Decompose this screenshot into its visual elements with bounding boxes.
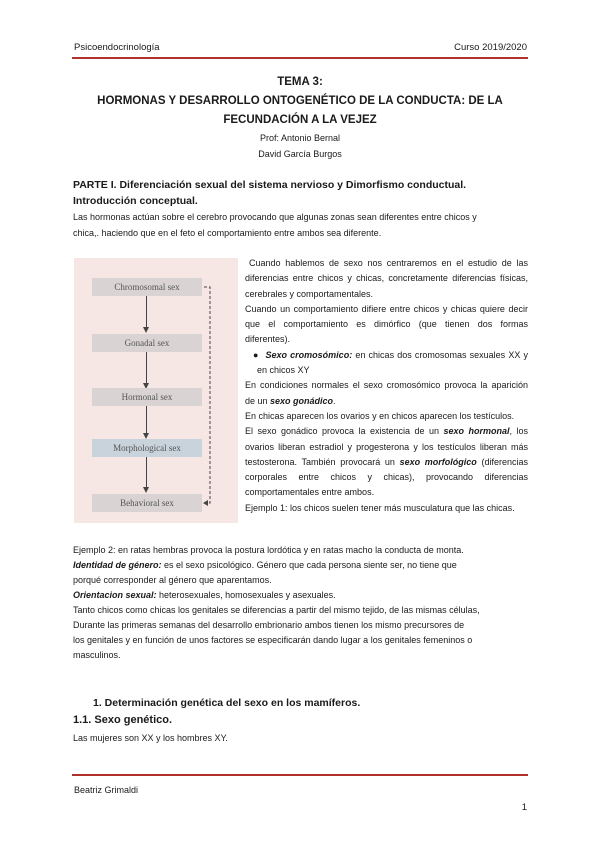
text-span: , los ovarios liberan estradiol y progesterona y los testículos liberan más testosterona. También provocará un xyxy=(245,426,528,467)
professor-2: David García Burgos xyxy=(258,149,342,159)
term-hormonal-sex: sexo hormonal xyxy=(443,426,510,437)
gender-identity-line1 xyxy=(73,558,457,573)
paragraph-gonadal xyxy=(245,378,528,409)
diagram-dashed-feedback xyxy=(74,258,238,523)
doc-title-line1: TEMA 3: xyxy=(277,76,323,88)
genitals-line3: los genitales y en función de unos factores se especificarán dando lugar a los genitales femeninos o xyxy=(73,635,473,645)
genitals-line1: Tanto chicos como chicas los genitales se diferencias a partir del mismo tejido, de las mismas células, xyxy=(73,605,480,615)
part1-heading: PARTE I. Diferenciación sexual del sistema nervioso y Dimorfismo conductual. xyxy=(73,179,467,191)
term-sexual-orientation: Orientacion sexual: xyxy=(73,590,157,600)
paragraph-example1: Ejemplo 1: los chicos suelen tener más musculatura que las chicas. xyxy=(245,502,515,513)
paragraph-ovaries: En chicas aparecen los ovarios y en chicos aparecen los testículos. xyxy=(245,410,515,421)
right-column-text xyxy=(245,256,528,516)
header-course-name: Psicoendocrinología xyxy=(74,42,160,53)
intro-line2: chica,. haciendo que en el feto el comportamiento entre ambos sea diferente. xyxy=(73,228,382,238)
gender-identity-line2: porqué corresponder al género que aparentamos. xyxy=(73,575,272,585)
professor-1: Prof: Antonio Bernal xyxy=(259,133,341,143)
text-span: El sexo gonádico provoca la existencia de un xyxy=(245,426,444,437)
doc-title-line3: FECUNDACIÓN A LA VEJEZ xyxy=(223,114,377,126)
text-span: En condiciones normales el sexo cromosómico provoca la aparición de un xyxy=(245,380,528,406)
section1-1-text: Las mujeres son XX y los hombres XY. xyxy=(73,733,228,743)
term-morphological-sex: sexo morfológico xyxy=(399,456,477,467)
term-gender-identity: Identidad de género: xyxy=(73,560,162,570)
genitals-line4: masculinos. xyxy=(73,650,121,660)
sexual-orientation-line xyxy=(73,588,336,603)
paragraph-intro: Cuando hablemos de sexo nos centraremos en el estudio de las diferencias entre chicos y chicas, concretamente diferencias físicas, cerebrales y comportamentales. xyxy=(245,258,528,299)
bullet-text: en chicas dos cromosomas sexuales XX y en chicos XY xyxy=(257,349,529,376)
page-number: 1 xyxy=(521,802,527,813)
bullet-icon: ● xyxy=(253,349,266,360)
paragraph-dimorphic: Cuando un comportamiento difiere entre chicos y chicas quiere decir que el comportamiento es dimórfico (que tienen dos formas diferentes). xyxy=(245,303,528,345)
term-gonadal-sex: sexo gonádico xyxy=(270,395,334,406)
text-span: heterosexuales, homosexuales y asexuales. xyxy=(156,590,336,600)
term-chromosomal-sex: Sexo cromosómico: xyxy=(265,349,353,360)
section1-heading: 1. Determinación genética del sexo en los mamíferos. xyxy=(93,697,361,709)
text-span: (diferencias corporales entre chicos y chicas), provocando diferencias comportamentales entre ambos. xyxy=(245,456,528,498)
diagram-box-behavioral: Behavioral sex xyxy=(92,494,202,512)
header-rule xyxy=(72,57,528,59)
paragraph-hormonal xyxy=(245,424,528,500)
genitals-line2: Durante las primeras semanas del desarrollo embrionario ambos tienen los mismo precursores de xyxy=(73,620,465,630)
section1-1-heading: 1.1. Sexo genético. xyxy=(73,714,173,726)
diagram-box-chromosomal: Chromosomal sex xyxy=(92,278,202,296)
bullet-chromosomal xyxy=(245,348,528,379)
text-span: . xyxy=(333,395,336,406)
footer-rule xyxy=(72,774,528,776)
intro-line1: Las hormonas actúan sobre el cerebro provocando que algunas zonas sean diferentes entre chicos y xyxy=(73,212,477,222)
part1-subheading: Introducción conceptual. xyxy=(73,195,198,207)
doc-title-line2: HORMONAS Y DESARROLLO ONTOGENÉTICO DE LA CONDUCTA: DE LA xyxy=(97,95,503,107)
diagram-box-morphological: Morphological sex xyxy=(92,439,202,457)
sex-differentiation-diagram xyxy=(74,258,238,523)
text-span: es el sexo psicológico. Género que cada persona siente ser, no tiene que xyxy=(161,560,457,570)
footer-author: Beatriz Grimaldi xyxy=(74,785,139,795)
header-year: Curso 2019/2020 xyxy=(454,42,527,53)
diagram-box-hormonal: Hormonal sex xyxy=(92,388,202,406)
example2-line: Ejemplo 2: en ratas hembras provoca la postura lordótica y en ratas macho la conducta de monta. xyxy=(73,545,464,555)
diagram-box-gonadal: Gonadal sex xyxy=(92,334,202,352)
